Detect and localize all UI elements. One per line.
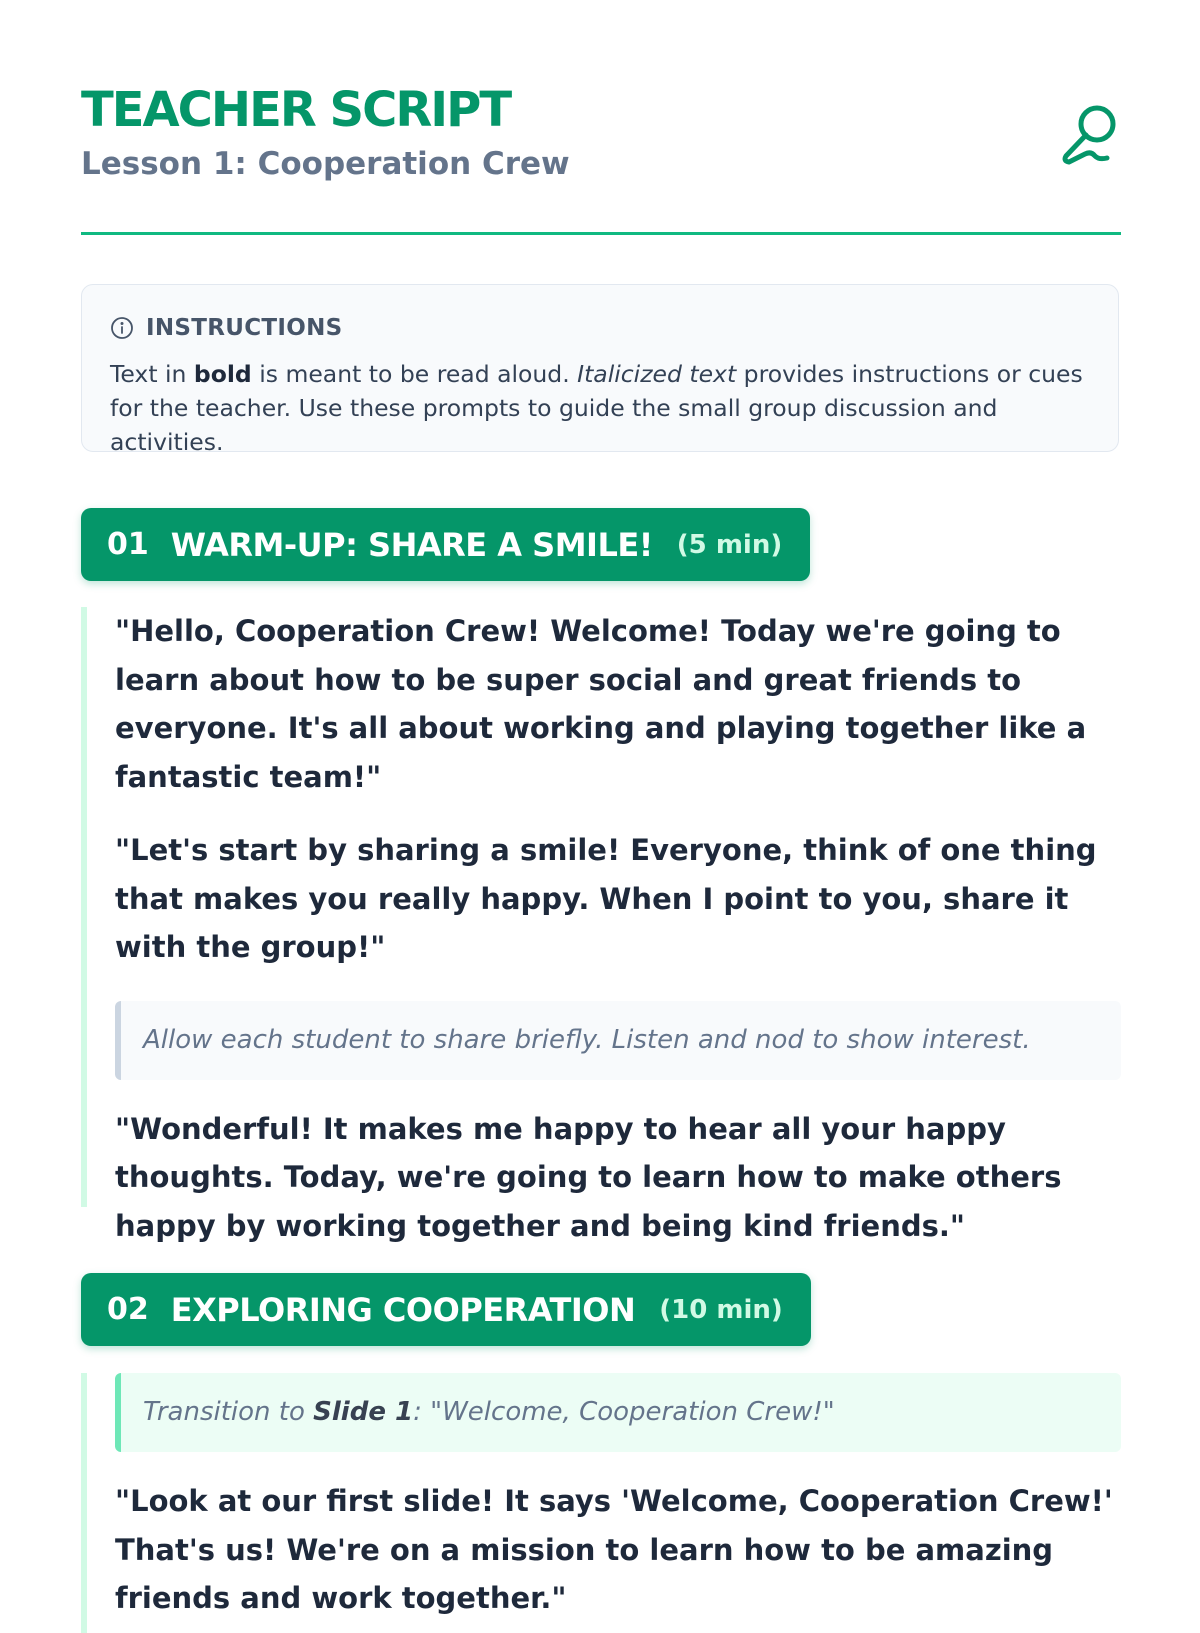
- section-2-body: [81, 1373, 1121, 1633]
- teacher-cue: Allow each student to share briefly. Listen and nod to show interest.: [115, 1001, 1121, 1080]
- section-number: 02: [107, 1292, 149, 1327]
- instructions-text: [110, 357, 1094, 459]
- microphone-icon: [1057, 100, 1121, 166]
- lesson-subtitle: Lesson 1: Cooperation Crew: [81, 146, 570, 182]
- cue-prefix: Transition to: [143, 1397, 314, 1427]
- instructions-text-part: is meant to be read aloud.: [251, 360, 578, 388]
- read-aloud-text: "Let's start by sharing a smile! Everyone, think of one thing that makes you really happy. When I point to you, share it with the group!": [115, 833, 1097, 964]
- read-aloud-text: "Wonderful! It makes me happy to hear all your happy thoughts. Today, we're going to learn how to make others happy by working together and being kind friends.": [115, 1111, 1062, 1243]
- instructions-text-part: Text in: [110, 360, 194, 388]
- instructions-bold-word: bold: [193, 360, 252, 388]
- section-duration: (10 min): [659, 1294, 783, 1325]
- page-header: [81, 0, 1121, 235]
- section-number: 01: [107, 527, 149, 562]
- cue-suffix: : "Welcome, Cooperation Crew!": [413, 1397, 835, 1427]
- section-1-body: [81, 607, 1121, 1243]
- slide-transition-cue: [115, 1373, 1121, 1452]
- slide-reference: Slide 1: [313, 1397, 414, 1427]
- instructions-box: [81, 284, 1119, 456]
- read-aloud-text: "Hello, Cooperation Crew! Welcome! Today we're going to learn about how to be super social and great friends to everyone. It's all about working and playing together like a fantastic team!": [115, 614, 1087, 794]
- instructions-italic-phrase: Italicized text: [577, 360, 737, 388]
- info-icon: [110, 316, 134, 340]
- instructions-title: INSTRUCTIONS: [146, 315, 343, 341]
- section-2-header: [81, 1273, 811, 1346]
- instructions-text-part: provides instructions or cues for the teacher. Use these prompts to guide the small group discussion and activities.: [110, 360, 1083, 456]
- section-1-header: [81, 508, 810, 581]
- section-duration: (5 min): [676, 529, 783, 560]
- read-aloud-text: "Look at our first slide! It says 'Welcome, Cooperation Crew!' That's us! We're on a mission to learn how to be amazing friends and work together.": [115, 1484, 1113, 1615]
- page-title: TEACHER SCRIPT: [81, 82, 511, 138]
- teacher-script-page: [81, 0, 1121, 1615]
- section-title: EXPLORING COOPERATION: [170, 1290, 636, 1329]
- instructions-header: [110, 315, 343, 341]
- section-title: WARM-UP: SHARE A SMILE!: [170, 525, 653, 564]
